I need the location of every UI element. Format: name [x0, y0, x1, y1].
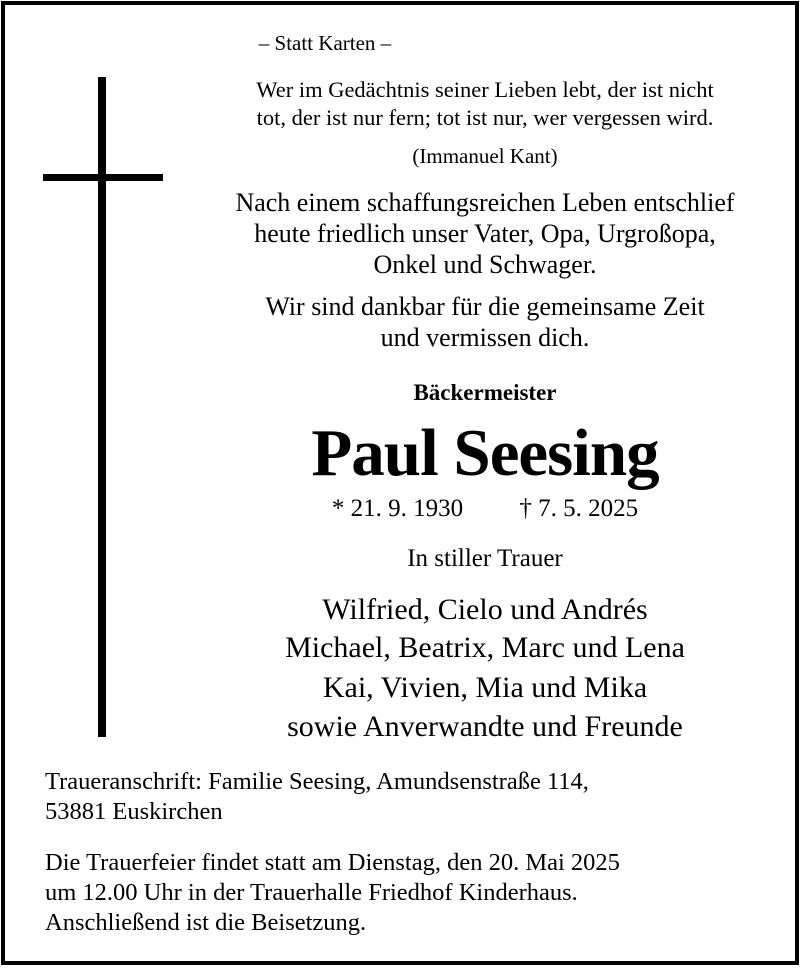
- death-date: † 7. 5. 2025: [519, 495, 639, 522]
- quote-line-2: tot, der ist nur fern; tot ist nur, wer vergessen wird.: [256, 105, 714, 130]
- mourning-intro: In stiller Trauer: [407, 545, 563, 572]
- intro-line-2: heute friedlich unser Vater, Opa, Urgroßopa,: [254, 219, 716, 248]
- ceremony-line-2: um 12.00 Uhr in der Trauerhalle Friedhof Kinderhaus.: [45, 879, 578, 906]
- deceased-profession: Bäckermeister: [413, 380, 557, 405]
- birth-date: * 21. 9. 1930: [331, 495, 464, 522]
- life-dates: [165, 495, 800, 523]
- mourning-address: [45, 767, 589, 827]
- quote-author: (Immanuel Kant): [412, 144, 558, 168]
- address-line-1: Traueranschrift: Familie Seesing, Amundsenstraße 114,: [45, 768, 589, 795]
- mourners-line-2: Michael, Beatrix, Marc und Lena: [285, 631, 685, 664]
- mourners-line-4: sowie Anverwandte und Freunde: [287, 710, 683, 743]
- thanks-line-1: Wir sind dankbar für die gemeinsame Zeit: [265, 292, 705, 321]
- statt-karten-heading: – Statt Karten –: [258, 31, 392, 55]
- quote-line-1: Wer im Gedächtnis seiner Lieben lebt, der ist nicht: [256, 77, 714, 102]
- ceremony-line-1: Die Trauerfeier findet statt am Dienstag, den 20. Mai 2025: [45, 849, 620, 876]
- ceremony-line-3: Anschließend ist die Beisetzung.: [45, 909, 367, 936]
- main-column: [165, 5, 800, 745]
- intro-line-1: Nach einem schaffungsreichen Leben entschlief: [235, 188, 735, 217]
- mourners-line-1: Wilfried, Cielo und Andrés: [322, 593, 648, 626]
- thanks-line-2: und vermissen dich.: [380, 323, 590, 352]
- address-line-2: 53881 Euskirchen: [45, 798, 223, 825]
- obituary-frame: [1, 1, 799, 965]
- cross-icon-horizontal-bar: [43, 174, 163, 181]
- intro-line-3: Onkel und Schwager.: [373, 250, 597, 279]
- mourners-line-3: Kai, Vivien, Mia und Mika: [322, 671, 648, 704]
- deceased-name: Paul Seesing: [311, 416, 659, 490]
- funeral-ceremony-info: [45, 848, 620, 938]
